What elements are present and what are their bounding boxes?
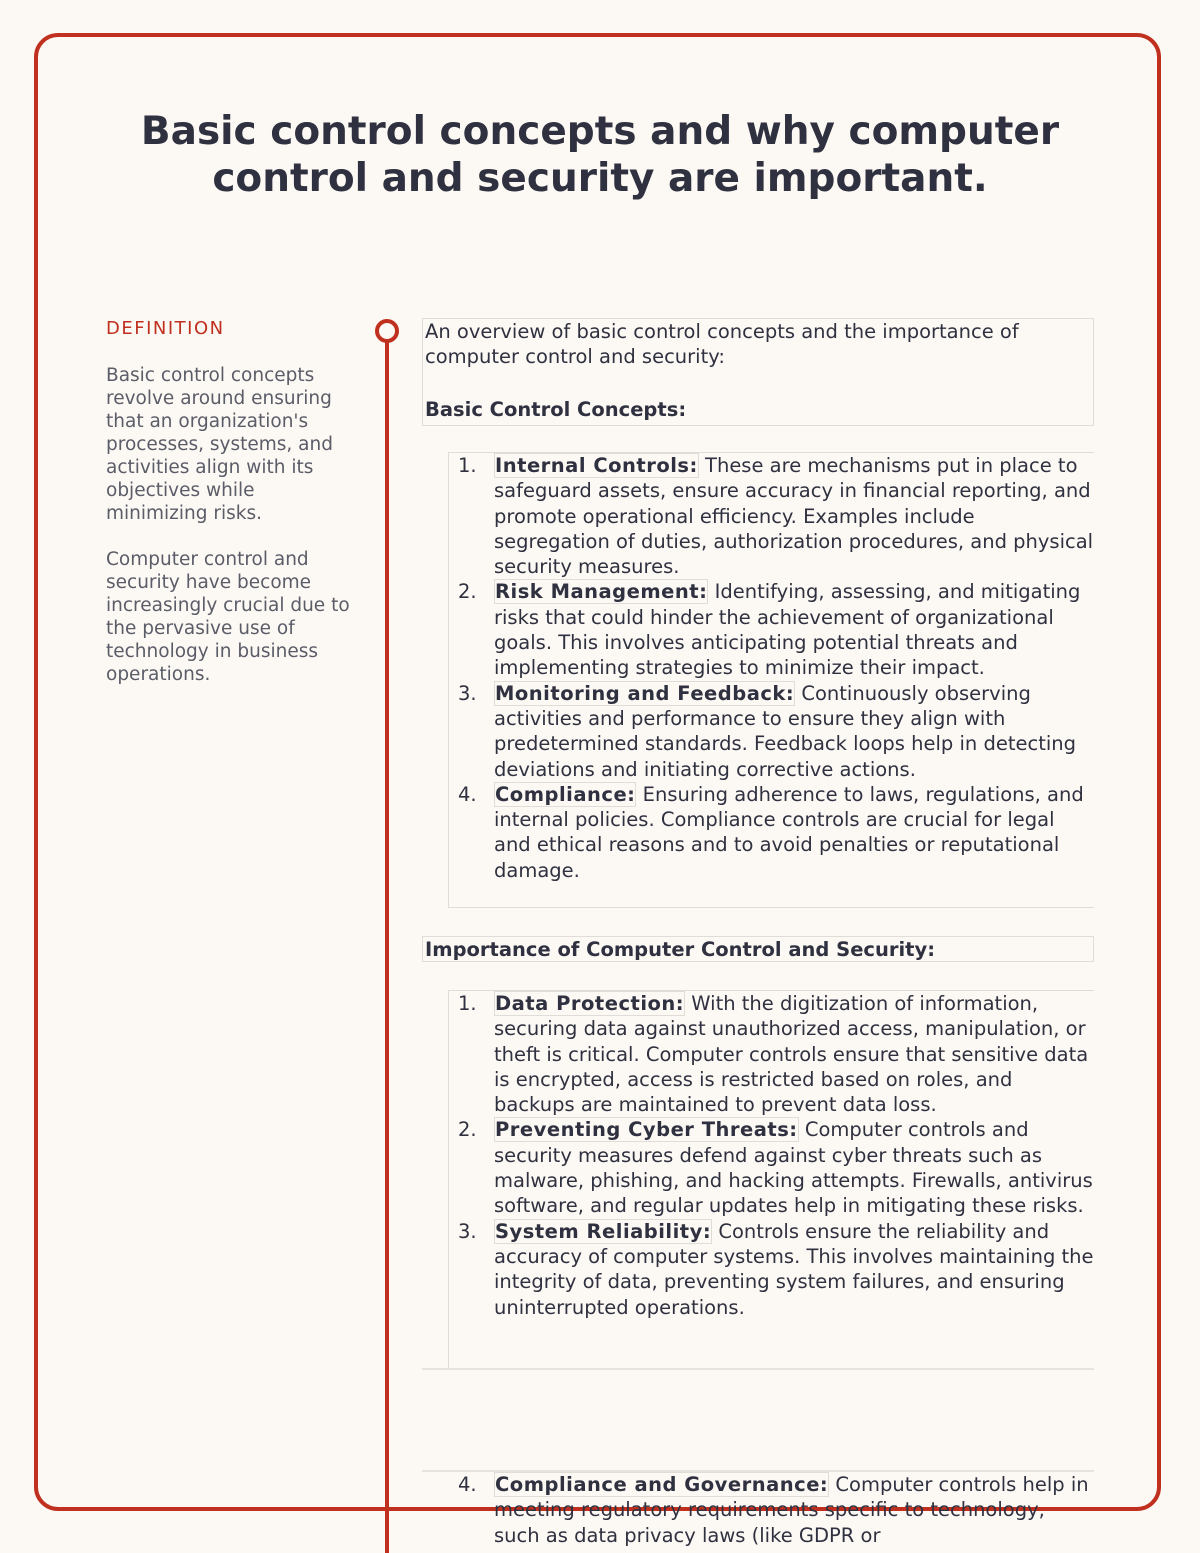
definition-paragraph: Computer control and security have become increasingly crucial due to the pervasive use of technology in business operations. [106, 549, 350, 685]
timeline-dot [375, 319, 399, 343]
list-text: Computer controls help in meeting regulatory requirements specific to technology, such as data privacy laws (like GDPR or [494, 1473, 1089, 1547]
timeline-line [385, 342, 389, 1553]
list-text: Ensuring adherence to laws, regulations, and internal policies. Compliance controls are crucial for legal and ethical reasons and to avoid penalties or reputational damage. [494, 782, 1084, 882]
list-text: With the digitization of information, securing data against unauthorized access, manipulation, or theft is critical. Computer controls ensure that sensitive data is encrypted, access is restricted based on roles, and backups are maintained to prevent data loss. [494, 992, 1089, 1117]
list-term: Data Protection: [495, 992, 685, 1015]
section-heading-basic-controls: Basic Control Concepts: [425, 398, 687, 421]
list-item [450, 1219, 1094, 1320]
list-number: 3. [458, 1219, 477, 1243]
list-text: These are mechanisms put in place to safeguard assets, ensure accuracy in financial reporting, and promote operational efficiency. Examples include segregation of duties, authorization procedures, and physical security measures. [494, 454, 1094, 579]
basic-controls-list [450, 453, 1094, 883]
list-term: Risk Management: [495, 580, 708, 604]
intro-text: An overview of basic control concepts and the importance of computer control and security: [425, 320, 1019, 368]
list-text: Controls ensure the reliability and accuracy of computer systems. This involves maintaining the integrity of data, preventing system failures, and ensuring uninterrupted operations. [494, 1219, 1094, 1319]
list-number: 1. [458, 992, 477, 1015]
list-item [450, 991, 1094, 1117]
list-item [450, 681, 1094, 782]
list-item [450, 782, 1094, 883]
importance-list-continued [450, 1472, 1094, 1548]
list-term: Compliance and Governance: [495, 1473, 829, 1496]
list-item [450, 1117, 1094, 1218]
list-number: 2. [458, 580, 477, 604]
importance-list [450, 991, 1094, 1320]
list-number: 4. [458, 1473, 477, 1496]
list-text: Continuously observing activities and performance to ensure they align with predetermined standards. Feedback loops help in detecting deviations and initiating corrective actions. [494, 681, 1076, 781]
list-number: 1. [458, 454, 477, 477]
definition-label: DEFINITION [106, 318, 225, 339]
list-number: 3. [458, 681, 477, 705]
definition-paragraph: Basic control concepts revolve around ensuring that an organization's processes, systems, and activities align with its objectives while minimizing risks. [106, 365, 333, 524]
list-item [450, 579, 1094, 680]
list-term: Compliance: [495, 782, 636, 806]
list-term: System Reliability: [495, 1219, 712, 1243]
list-term: Preventing Cyber Threats: [495, 1118, 798, 1142]
list-item [450, 1472, 1094, 1548]
divider [422, 1368, 1094, 1370]
list-text: Identifying, assessing, and mitigating risks that could hinder the achievement of organizational goals. This involves anticipating potential threats and implementing strategies to minimize their impact. [494, 580, 1081, 680]
list-text: Computer controls and security measures defend against cyber threats such as malware, phishing, and hacking attempts. Firewalls, antivirus software, and regular updates help in mitigating these risks. [494, 1118, 1093, 1218]
list-term: Monitoring and Feedback: [495, 681, 795, 705]
list-number: 2. [458, 1118, 477, 1142]
section-heading-importance: Importance of Computer Control and Security: [422, 936, 1094, 962]
page-title: Basic control concepts and why computer control and security are important. [140, 109, 1060, 201]
intro-block [422, 318, 1094, 426]
list-item [450, 453, 1094, 579]
list-term: Internal Controls: [495, 454, 698, 477]
list-number: 4. [458, 782, 477, 806]
